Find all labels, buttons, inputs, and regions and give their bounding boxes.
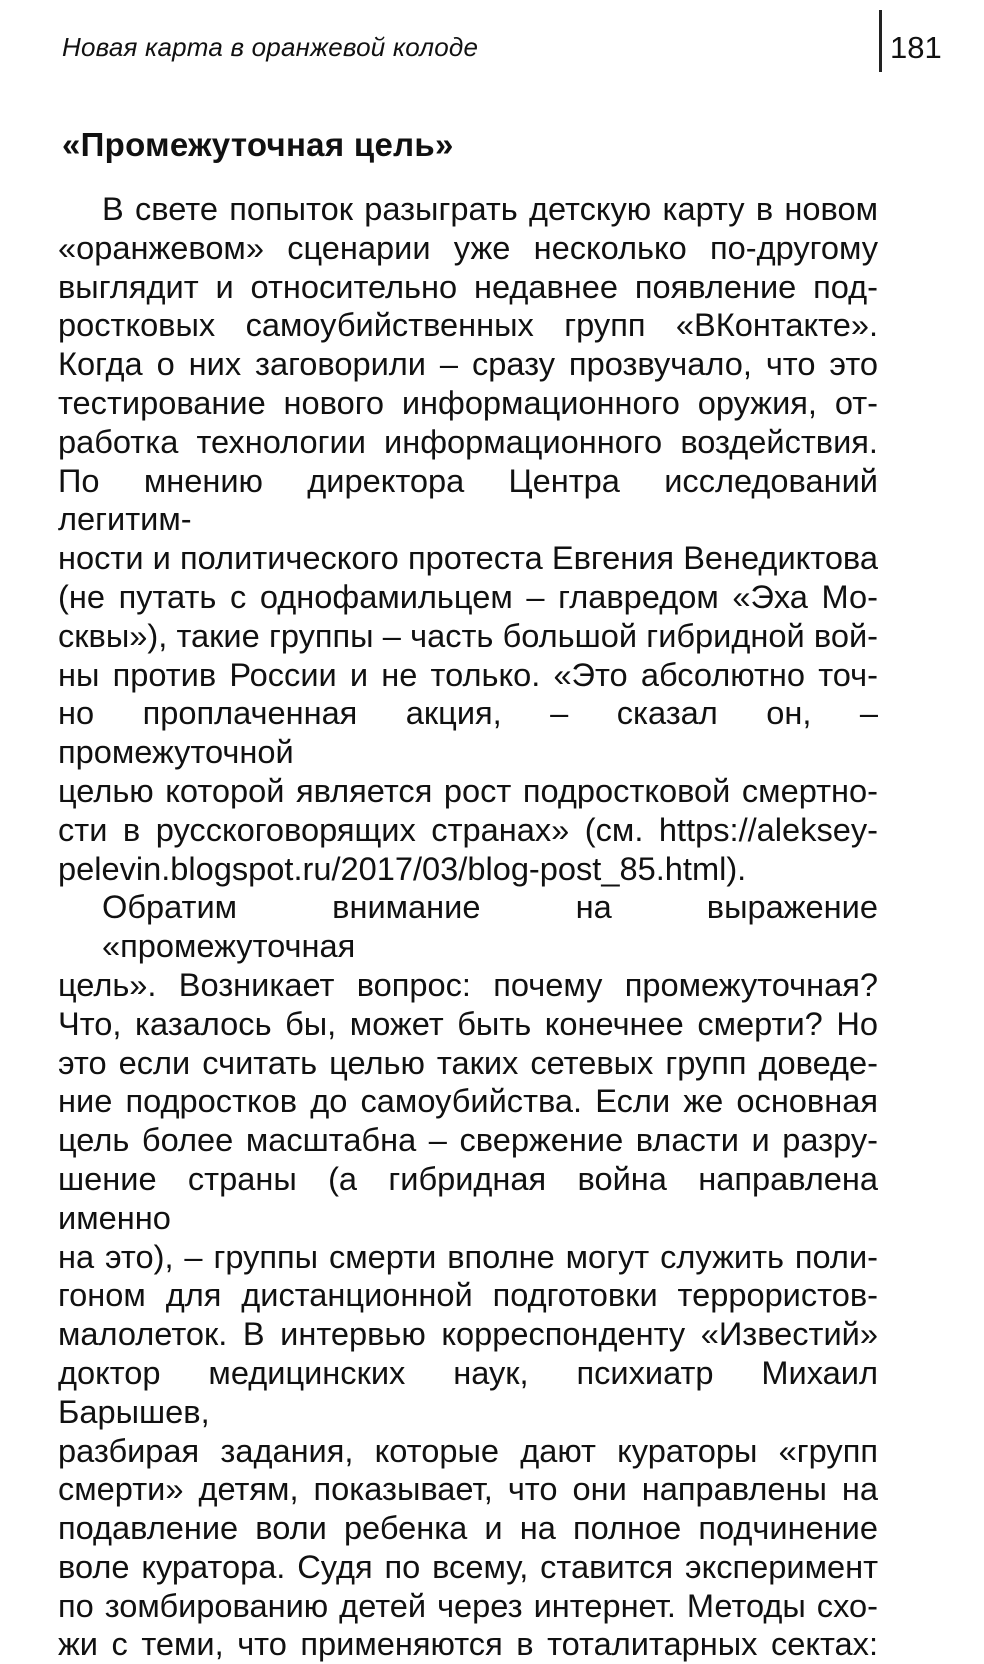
- section-title: «Промежуточная цель»: [62, 126, 454, 163]
- text-line: сквы»), такие группы – часть большой гибридной вой-: [58, 616, 878, 654]
- text-line: ростковых самоубийственных групп «ВКонтакте».: [58, 306, 878, 344]
- text-line: Обратим внимание на выражение «промежуточная: [102, 888, 878, 965]
- running-head: Новая карта в оранжевой колоде: [62, 32, 479, 62]
- text-line: тестирование нового информационного оружия, от-: [58, 383, 878, 421]
- paragraph-2: [58, 888, 878, 1664]
- text-line: Что, казалось бы, может быть конечнее смерти? Но: [58, 1004, 878, 1042]
- text-line: смерти» детям, показывает, что они направлены на: [58, 1470, 878, 1508]
- text-line: Когда о них заговорили – сразу прозвучало, что это: [58, 345, 878, 383]
- text-line: «оранжевом» сценарии уже несколько по-другому: [58, 228, 878, 266]
- text-line: целью которой является рост подростковой смертно-: [58, 771, 878, 809]
- text-line: воле куратора. Судя по всему, ставится эксперимент: [58, 1547, 878, 1585]
- text-line: малолеток. В интервью корреспонденту «Известий»: [58, 1315, 878, 1353]
- text-line: По мнению директора Центра исследований легитим-: [58, 461, 878, 538]
- text-line: на это), – группы смерти вполне могут служить поли-: [58, 1237, 878, 1275]
- header-divider: [879, 10, 882, 72]
- text-line: это если считать целью таких сетевых групп доведе-: [58, 1043, 878, 1081]
- text-line: подавление воли ребенка и на полное подчинение: [58, 1509, 878, 1547]
- text-line: сти в русскоговорящих странах» (см. https://aleksey-: [58, 810, 878, 848]
- text-line: pelevin.blogspot.ru/2017/03/blog-post_85.html).: [58, 849, 747, 887]
- text-line: по зомбированию детей через интернет. Методы схо-: [58, 1586, 878, 1624]
- text-line: цель более масштабна – свержение власти и разру-: [58, 1121, 878, 1159]
- text-line: шение страны (а гибридная война направлена именно: [58, 1159, 878, 1236]
- text-line: но проплаченная акция, – сказал он, – промежуточной: [58, 694, 878, 771]
- text-line: ны против России и не только. «Это абсолютно точ-: [58, 655, 878, 693]
- text-line: ние подростков до самоубийства. Если же основная: [58, 1082, 878, 1120]
- text-line: (не путать с однофамильцем – главредом «Эха Мо-: [58, 577, 878, 615]
- text-line: работка технологии информационного воздействия.: [58, 422, 878, 460]
- paragraph-1: [58, 190, 878, 888]
- text-line: доктор медицинских наук, психиатр Михаил Барышев,: [58, 1353, 878, 1430]
- text-line: ности и политического протеста Евгения Венедиктова: [58, 539, 878, 577]
- text-line: разбирая задания, которые дают кураторы «групп: [58, 1431, 878, 1469]
- text-line: В свете попыток разыграть детскую карту в новом: [102, 190, 878, 227]
- text-line: жи с теми, что применяются в тоталитарных сектах:: [58, 1625, 878, 1663]
- body-text: [58, 190, 878, 1664]
- text-line: цель». Возникает вопрос: почему промежуточная?: [58, 965, 878, 1003]
- page-number: 181: [890, 30, 942, 65]
- text-line: выглядит и относительно недавнее появление под-: [58, 267, 878, 305]
- text-line: гоном для дистанционной подготовки террористов-: [58, 1276, 878, 1314]
